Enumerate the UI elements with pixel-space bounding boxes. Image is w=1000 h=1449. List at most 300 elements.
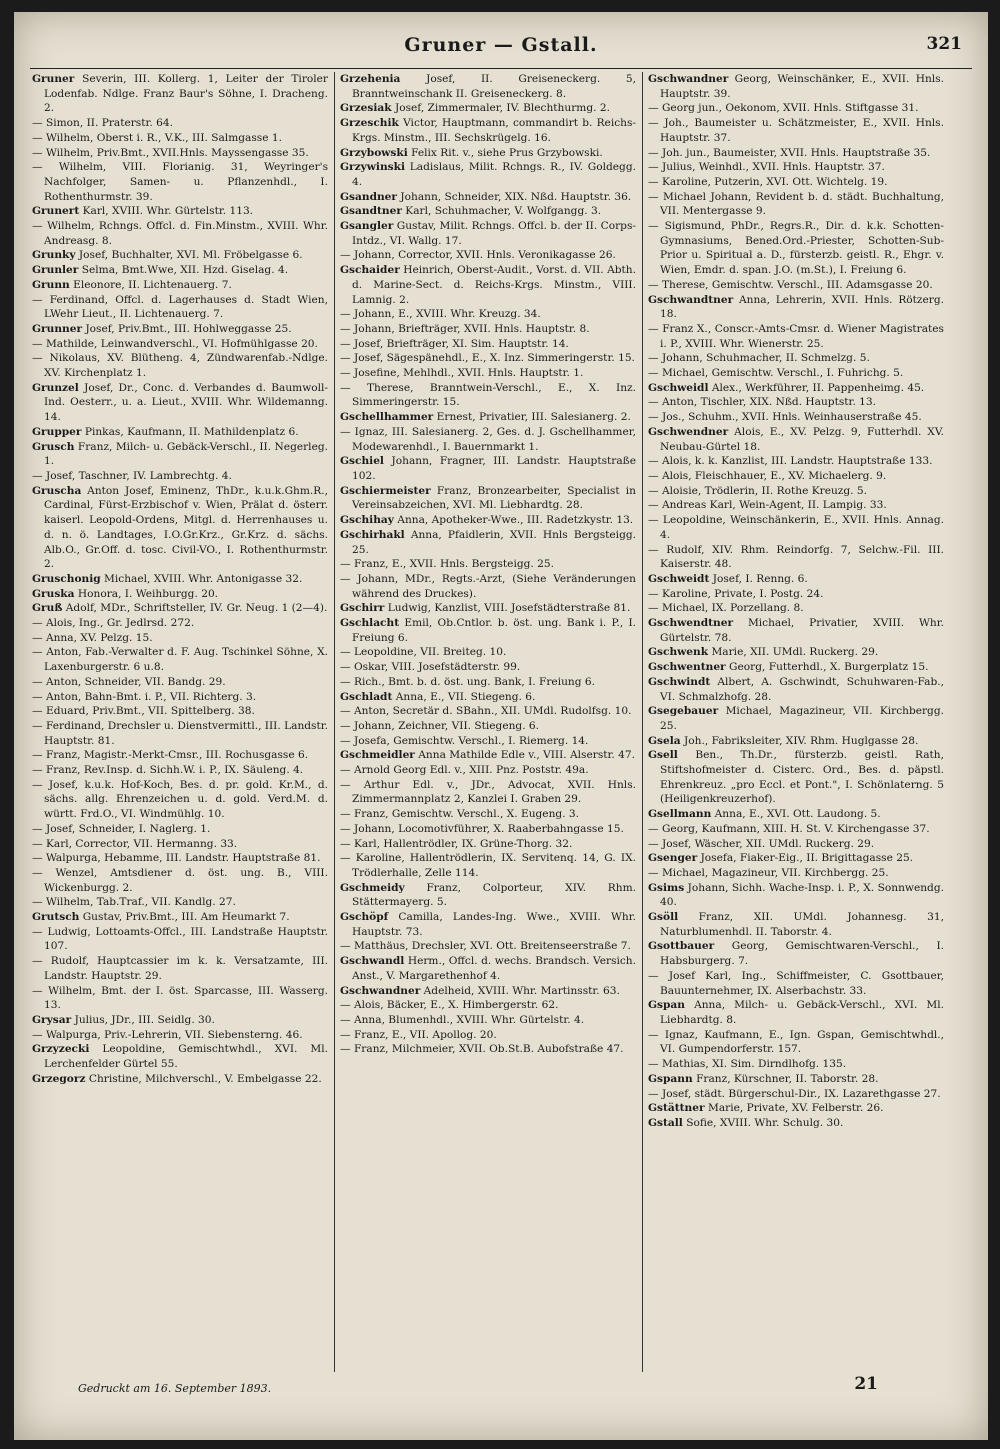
entry-surname: Grunler: [32, 264, 79, 277]
directory-entry: [340, 160, 636, 189]
entry-details: — Joh., Baumeister u. Schätzmeister, E., XVII. Hnls. Hauptstr. 37.: [648, 117, 944, 144]
directory-entry: [648, 601, 944, 616]
entry-details: Camilla, Landes-Ing. Wwe., XVIII. Whr. Hauptstr. 73.: [352, 911, 636, 938]
entry-details: — Oskar, VIII. Josefstädterstr. 99.: [340, 661, 521, 674]
directory-entry: [648, 837, 944, 852]
directory-entry: [32, 381, 328, 425]
entry-details: Johann, Sichh. Wache-Insp. i. P., X. Sonnwendg. 40.: [660, 881, 944, 909]
entry-surname: Gsenger: [648, 852, 698, 865]
directory-entry: [648, 146, 944, 161]
entry-details: — Michael, IX. Porzellang. 8.: [648, 602, 804, 615]
entry-details: — Joh. jun., Baumeister, XVII. Hnls. Hauptstraße 35.: [648, 146, 931, 159]
entry-details: — Nikolaus, XV. Blütheng. 4, Zündwarenfab.-Ndlge. XV. Kirchenplatz 1.: [32, 352, 328, 380]
entry-surname: Gschwindt: [648, 675, 711, 688]
directory-entry: [340, 807, 636, 822]
entry-details: — Josefa, Gemischtw. Verschl., I. Riemerg. 14.: [340, 734, 589, 747]
entry-surname: Gschwenk: [648, 646, 709, 659]
directory-entry: [648, 278, 944, 293]
entry-details: Honora, I. Weihburgg. 20.: [77, 587, 219, 600]
column-1: [32, 72, 328, 1390]
header-rule: [30, 68, 972, 69]
entry-details: — Rich., Bmt. b. d. öst. ung. Bank, I. Freiung 6.: [340, 675, 595, 688]
entry-surname: Grunky: [32, 249, 76, 262]
directory-entry: [648, 293, 944, 322]
entry-details: Michael, XVIII. Whr. Antonigasse 32.: [104, 572, 303, 585]
directory-entry: [32, 1042, 328, 1071]
entry-details: — Josef, Taschner, IV. Lambrechtg. 4.: [32, 469, 232, 482]
entry-details: — Franz, Magistr.-Merkt-Cmsr., III. Rochusgasse 6.: [32, 749, 309, 762]
entry-details: Georg, Gemischtwaren-Verschl., I. Habsburgerg. 7.: [660, 940, 944, 968]
entry-surname: Gsell: [648, 749, 678, 762]
directory-entry: [340, 557, 636, 572]
entry-surname: Gspan: [648, 999, 685, 1012]
directory-entry: [32, 484, 328, 572]
entry-details: — Alois, Bäcker, E., X. Himbergerstr. 62.: [340, 999, 559, 1012]
entry-details: Adolf, MDr., Schriftsteller, IV. Gr. Neug. 1 (2—4).: [65, 602, 328, 615]
directory-entry: [340, 734, 636, 749]
directory-entry: [32, 1028, 328, 1043]
entry-details: Ludwig, Kanzlist, VIII. Josefstädterstraße 81.: [387, 602, 631, 615]
directory-entry: [32, 778, 328, 822]
entry-surname: Gsangler: [340, 220, 394, 233]
entry-details: Ben., Th.Dr., fürsterzb. geistl. Rath, Stiftshofmeister d. Cisterc. Ord., Bes. d. päpstl. Ehrenkreuz. „pro Eccl. et Pont.", I. Schönlaterng. 5 (Heiligenkreuzerhof).: [660, 749, 944, 806]
directory-entry: [340, 690, 636, 705]
directory-entry: [648, 645, 944, 660]
entry-surname: Grzesiak: [340, 102, 392, 115]
entry-surname: Gruß: [32, 602, 63, 615]
entry-details: Albert, A. Gschwindt, Schuhwaren-Fab., VI. Schmalzhofg. 28.: [660, 675, 944, 703]
directory-entry: [340, 1042, 636, 1057]
entry-details: — Georg jun., Oekonom, XVII. Hnls. Stiftgasse 31.: [648, 102, 919, 115]
entry-details: Anton Josef, Eminenz, ThDr., k.u.k.Ghm.R., Cardinal, Fürst-Erzbischof v. Wien, Prälat d. österr. kaiserl. Leopold-Ordens, Mitgl. d. Herrenhauses u. d. n. ö. Landtages, I.O.Gr.Krz., Gr.Krz. d. sächs. Alb.O., Gr.Off. d. tosc. Civil-VO., I. Rothenthurmstr. 2.: [44, 484, 328, 571]
directory-entry: [648, 1057, 944, 1072]
directory-entry: [32, 219, 328, 248]
entry-details: Josef, II. Greiseneckerg. 5, Branntweinschank II. Greiseneckerg. 8.: [352, 73, 636, 100]
entry-surname: Gschihay: [340, 514, 394, 527]
directory-entry: [32, 1072, 328, 1087]
entry-surname: Grzeschik: [340, 117, 399, 130]
entry-details: — Johann, Briefträger, XVII. Hnls. Hauptstr. 8.: [340, 322, 590, 335]
directory-entry: [32, 601, 328, 616]
directory-entry: [340, 410, 636, 425]
directory-entry: [340, 263, 636, 307]
entry-details: Franz, Milch- u. Gebäck-Verschl., II. Negerleg. 1.: [44, 440, 328, 468]
directory-entry: [32, 763, 328, 778]
directory-entry: [340, 72, 636, 101]
entry-surname: Gschwendner: [648, 425, 729, 438]
entry-surname: Gsandner: [340, 190, 398, 203]
entry-surname: Gschaider: [340, 264, 400, 277]
entry-surname: Gsottbauer: [648, 940, 715, 953]
directory-entry: [32, 278, 328, 293]
directory-entry: [340, 528, 636, 557]
entry-details: Ernest, Privatier, III. Salesianerg. 2.: [436, 411, 631, 424]
entry-surname: Gschellhammer: [340, 411, 434, 424]
directory-entry: [648, 572, 944, 587]
directory-entry: [32, 954, 328, 983]
directory-entry: [340, 1028, 636, 1043]
directory-entry: [32, 748, 328, 763]
directory-entry: [648, 587, 944, 602]
directory-entry: [32, 866, 328, 895]
entry-details: Christine, Milchverschl., V. Embelgasse 22.: [88, 1072, 322, 1085]
entry-details: — Franz, E., XVII. Hnls. Bergsteigg. 25.: [340, 558, 554, 571]
entry-details: — Wilhelm, Oberst i. R., V.K., III. Salmgasse 1.: [32, 131, 282, 144]
entry-surname: Gstall: [648, 1116, 683, 1129]
directory-entry: [648, 851, 944, 866]
entry-details: — Matthäus, Drechsler, XVI. Ott. Breitenseerstraße 7.: [340, 940, 631, 953]
entry-details: — Andreas Karl, Wein-Agent, II. Lampig. 33.: [648, 499, 887, 512]
entry-details: Anna Mathilde Edle v., VIII. Alserstr. 47.: [418, 749, 635, 762]
directory-entry: [32, 72, 328, 116]
entry-details: — Michael, Magazineur, VII. Kirchbergg. 25.: [648, 866, 889, 879]
directory-entry: [32, 822, 328, 837]
directory-entry: [32, 704, 328, 719]
entry-details: Selma, Bmt.Wwe, XII. Hzd. Giselag. 4.: [81, 264, 289, 277]
entry-surname: Gschmeidy: [340, 881, 405, 894]
directory-entry: [648, 1072, 944, 1087]
directory-entry: [340, 572, 636, 601]
directory-entry: [648, 910, 944, 939]
directory-entry: [32, 469, 328, 484]
page-number: 321: [926, 34, 962, 54]
directory-entry: [340, 601, 636, 616]
directory-entry: [340, 219, 636, 248]
entry-details: Victor, Hauptmann, commandirt b. Reichs-Krgs. Minstm., III. Sechskrügelg. 16.: [352, 117, 636, 144]
entry-details: — Wilhelm, Rchngs. Offcl. d. Fin.Minstm., XVIII. Whr. Andreasg. 8.: [32, 220, 328, 247]
directory-entry: [648, 410, 944, 425]
directory-entry: [32, 351, 328, 380]
entry-details: Leopoldine, Gemischtwhdl., XVI. Ml. Lerchenfelder Gürtel 55.: [44, 1043, 328, 1071]
entry-surname: Grzyzecki: [32, 1043, 90, 1056]
directory-entry: [32, 131, 328, 146]
entry-details: — Josef Karl, Ing., Schiffmeister, C. Gsottbauer, Bauunternehmer, IX. Alserbachstr. 33.: [648, 969, 944, 997]
entry-details: Karl, Schuhmacher, V. Wolfgangg. 3.: [405, 205, 602, 218]
directory-entry: [32, 337, 328, 352]
directory-entry: [340, 307, 636, 322]
directory-entry: [648, 469, 944, 484]
directory-entry: [648, 1101, 944, 1116]
entry-details: Josef, Priv.Bmt., III. Hohlweggasse 25.: [85, 322, 292, 335]
entry-details: Anna, E., XVI. Ott. Laudong. 5.: [714, 808, 881, 821]
entry-details: — Karoline, Private, I. Postg. 24.: [648, 587, 824, 600]
entry-details: — Ferdinand, Offcl. d. Lagerhauses d. Stadt Wien, LWehr Lieut., II. Lichtenauerg. 7.: [32, 293, 328, 321]
entry-details: Josefa, Fiaker-Eig., II. Brigittagasse 25.: [700, 852, 914, 865]
entry-surname: Gsegebauer: [648, 705, 719, 718]
entry-details: — Josef, städt. Bürgerschul-Dir., IX. Lazarethgasse 27.: [648, 1087, 941, 1100]
entry-details: — Franz X., Conscr.-Amts-Cmsr. d. Wiener Magistrates i. P., XVIII. Whr. Wienerstr. 25.: [648, 322, 944, 350]
entry-details: — Johann, Corrector, XVII. Hnls. Veronikagasse 26.: [340, 249, 616, 262]
directory-entry: [340, 822, 636, 837]
entry-details: Anna, Apotheker-Wwe., III. Radetzkystr. 13.: [397, 514, 634, 527]
entry-details: Josef, Buchhalter, XVI. Ml. Fröbelgasse 6.: [78, 249, 303, 262]
entry-details: Marie, XII. UMdl. Ruckerg. 29.: [711, 646, 879, 659]
signature-mark: 21: [854, 1374, 878, 1394]
entry-details: Gustav, Priv.Bmt., III. Am Heumarkt 7.: [82, 911, 290, 924]
entry-details: Johann, Fragner, III. Landstr. Hauptstraße 102.: [352, 455, 636, 482]
entry-surname: Gschwandtner: [648, 293, 734, 306]
directory-entry: [340, 101, 636, 116]
directory-entry: [32, 425, 328, 440]
entry-details: — Anton, Schneider, VII. Bandg. 29.: [32, 675, 226, 688]
directory-entry: [32, 675, 328, 690]
directory-entry: [32, 895, 328, 910]
column-divider: [642, 72, 643, 1372]
directory-entry: [32, 984, 328, 1013]
entry-details: — Josef, Wäscher, XII. UMdl. Ruckerg. 29.: [648, 837, 875, 850]
directory-entry: [340, 425, 636, 454]
entry-details: — Rudolf, Hauptcassier im k. k. Versatzamte, III. Landstr. Hauptstr. 29.: [32, 955, 328, 982]
entry-surname: Grunzel: [32, 381, 79, 394]
directory-entry: [340, 337, 636, 352]
directory-entry: [32, 263, 328, 278]
entry-surname: Gruschonig: [32, 572, 101, 585]
entry-details: Felix Rit. v., siehe Prus Grzybowski.: [411, 146, 603, 159]
entry-details: — Ignaz, Kaufmann, E., Ign. Gspan, Gemischtwhdl., VI. Gumpendorferstr. 157.: [648, 1028, 944, 1056]
entry-details: Alois, E., XV. Pelzg. 9, Futterhdl. XV. Neubau-Gürtel 18.: [660, 425, 944, 453]
entry-details: Joh., Fabriksleiter, XIV. Rhm. Huglgasse 28.: [684, 734, 919, 747]
entry-details: — Leopoldine, Weinschänkerin, E., XVII. Hnls. Annag. 4.: [648, 514, 944, 541]
entry-details: — Arnold Georg Edl. v., XIII. Pnz. Poststr. 49a.: [340, 764, 589, 777]
entry-surname: Grzegorz: [32, 1072, 86, 1085]
entry-details: — Mathilde, Leinwandverschl., VI. Hofmühlgasse 20.: [32, 337, 318, 350]
entry-details: — Anna, XV. Pelzg. 15.: [32, 631, 153, 644]
directory-entry: [648, 734, 944, 749]
directory-entry: [32, 146, 328, 161]
directory-entry: [648, 322, 944, 351]
entry-details: — Jos., Schuhm., XVII. Hnls. Weinhauserstraße 45.: [648, 411, 922, 424]
directory-entry: [340, 204, 636, 219]
directory-entry: [340, 881, 636, 910]
entry-surname: Grunn: [32, 278, 70, 291]
entry-details: — Franz, E., VII. Apollog. 20.: [340, 1028, 497, 1041]
entry-details: Ladislaus, Milit. Rchngs. R., IV. Goldegg. 4.: [352, 161, 636, 188]
entry-details: — Josef, Briefträger, XI. Sim. Hauptstr. 14.: [340, 337, 569, 350]
entry-details: — Michael Johann, Revident b. d. städt. Buchhaltung, VII. Mentergasse 9.: [648, 190, 944, 218]
directory-entry: [32, 910, 328, 925]
entry-details: Johann, Schneider, XIX. Nßd. Hauptstr. 36.: [400, 190, 632, 203]
print-date: Gedruckt am 16. September 1893.: [78, 1382, 272, 1395]
directory-entry: [32, 616, 328, 631]
entry-details: — Eduard, Priv.Bmt., VII. Spittelberg. 38.: [32, 705, 255, 718]
entry-details: — Simon, II. Praterstr. 64.: [32, 117, 173, 130]
directory-entry: [32, 587, 328, 602]
entry-surname: Gschiel: [340, 455, 384, 468]
entry-surname: Gschladt: [340, 690, 393, 703]
entry-surname: Gschweidl: [648, 381, 709, 394]
directory-entry: [340, 1013, 636, 1028]
directory-entry: [32, 322, 328, 337]
directory-entry: [32, 572, 328, 587]
directory-entry: [32, 690, 328, 705]
entry-surname: Gschirr: [340, 602, 385, 615]
directory-entry: [340, 381, 636, 410]
entry-details: — Wilhelm, Tab.Traf., VII. Kandlg. 27.: [32, 896, 236, 909]
directory-entry: [648, 395, 944, 410]
entry-details: — Julius, Weinhdl., XVII. Hnls. Hauptstr. 37.: [648, 161, 885, 174]
entry-details: — Johann, E., XVIII. Whr. Kreuzg. 34.: [340, 308, 541, 321]
entry-details: — Arthur Edl. v., JDr., Advocat, XVII. Hnls. Zimmermannplatz 2, Kanzlei I. Graben 29.: [340, 778, 636, 806]
entry-details: — Johann, Zeichner, VII. Stiegeng. 6.: [340, 719, 540, 732]
directory-entry: [648, 660, 944, 675]
directory-entry: [340, 660, 636, 675]
directory-entry: [648, 425, 944, 454]
entry-surname: Grunert: [32, 205, 80, 218]
entry-details: Anna, Milch- u. Gebäck-Verschl., XVI. Ml. Liebhardtg. 8.: [660, 999, 944, 1026]
column-2: [340, 72, 636, 1390]
entry-surname: Gsims: [648, 881, 685, 894]
directory-entry: [648, 366, 944, 381]
entry-details: — Aloisie, Trödlerin, II. Rothe Kreuzg. 5.: [648, 484, 868, 497]
entry-surname: Gschwandner: [340, 984, 421, 997]
column-3: [648, 72, 944, 1390]
entry-details: — Walpurga, Priv.-Lehrerin, VII. Siebensterng. 46.: [32, 1028, 303, 1041]
entry-details: Julius, JDr., III. Seidlg. 30.: [74, 1014, 215, 1026]
entry-details: Anna, E., VII. Stiegeng. 6.: [395, 690, 536, 703]
directory-entry: [648, 160, 944, 175]
entry-details: — Therese, Branntwein-Verschl., E., X. Inz. Simmeringerstr. 15.: [340, 381, 636, 409]
directory-entry: [340, 248, 636, 263]
entry-details: Josef, Dr., Conc. d. Verbandes d. Baumwoll-Ind. Oesterr., u. a. Lieut., XVIII. Whr. Wildemanng. 14.: [44, 381, 328, 424]
directory-entry: [648, 748, 944, 807]
directory-entry: [340, 513, 636, 528]
entry-details: — Anton, Tischler, XIX. Nßd. Hauptstr. 13.: [648, 396, 877, 409]
directory-entry: [32, 204, 328, 219]
column-divider: [334, 72, 335, 1372]
directory-entry: [32, 293, 328, 322]
directory-entry: [340, 851, 636, 880]
directory-entry: [32, 248, 328, 263]
running-head: Gruner — Gstall.: [404, 34, 598, 56]
directory-entry: [648, 116, 944, 145]
directory-entry: [340, 939, 636, 954]
entry-details: — Therese, Gemischtw. Verschl., III. Adamsgasse 20.: [648, 278, 933, 291]
directory-entry: [340, 763, 636, 778]
entry-details: Josef, I. Renng. 6.: [712, 572, 808, 585]
entry-surname: Gschmeidler: [340, 749, 415, 762]
directory-entry: [340, 954, 636, 983]
entry-surname: Gschwandl: [340, 955, 405, 968]
entry-surname: Gschirhakl: [340, 528, 405, 541]
entry-details: Franz, XII. UMdl. Johannesg. 31, Naturblumenhdl. II. Taborstr. 4.: [660, 911, 944, 938]
entry-details: — Rudolf, XIV. Rhm. Reindorfg. 7, Selchw.-Fil. III. Kaiserstr. 48.: [648, 543, 944, 571]
entry-details: — Karl, Hallentrödler, IX. Grüne-Thorg. 32.: [340, 837, 573, 850]
entry-details: — Ferdinand, Drechsler u. Dienstvermittl., III. Landstr. Hauptstr. 81.: [32, 719, 328, 747]
entry-surname: Gruner: [32, 73, 75, 85]
directory-entry: [648, 484, 944, 499]
directory-entry: [340, 146, 636, 161]
entry-details: Severin, III. Kollerg. 1, Leiter der Tiroler Lodenfab. Ndlge. Franz Baur's Söhne, I. Dracheng. 2.: [44, 73, 328, 115]
entry-surname: Gsandtner: [340, 205, 402, 218]
directory-entry: [648, 498, 944, 513]
directory-entry: [340, 616, 636, 645]
entry-details: Gustav, Milit. Rchngs. Offcl. b. der II. Corps-Intdz., VI. Wallg. 17.: [352, 220, 636, 247]
entry-surname: Grutsch: [32, 911, 80, 924]
page-header: [14, 34, 988, 64]
entry-details: — Alois, Ing., Gr. Jedlrsd. 272.: [32, 617, 195, 630]
directory-entry: [32, 440, 328, 469]
entry-details: — Alois, k. k. Kanzlist, III. Landstr. Hauptstraße 133.: [648, 455, 933, 468]
entry-details: Michael, Privatier, XVIII. Whr. Gürtelstr. 78.: [660, 617, 944, 644]
directory-entry: [340, 675, 636, 690]
entry-details: — Karoline, Putzerin, XVI. Ott. Wichtelg. 19.: [648, 175, 888, 188]
entry-details: Karl, XVIII. Whr. Gürtelstr. 113.: [82, 205, 254, 218]
entry-details: Franz, Bronzearbeiter, Specialist in Vereinsabzeichen, XVI. Ml. Liebhardtg. 28.: [352, 484, 636, 512]
entry-details: Michael, Magazineur, VII. Kirchbergg. 25.: [660, 705, 944, 732]
directory-entry: [32, 1013, 328, 1028]
entry-details: — Alois, Fleischhauer, E., XV. Michaelerg. 9.: [648, 469, 887, 482]
entry-surname: Gschlacht: [340, 617, 400, 630]
directory-entry: [340, 454, 636, 483]
entry-surname: Gsela: [648, 734, 681, 747]
entry-details: — Karl, Corrector, VII. Hermanng. 33.: [32, 837, 238, 850]
directory-entry: [340, 322, 636, 337]
directory-entry: [32, 837, 328, 852]
entry-details: — Josef, Schneider, I. Naglerg. 1.: [32, 822, 211, 835]
directory-entry: [648, 616, 944, 645]
entry-details: — Franz, Milchmeier, XVII. Ob.St.B. Aubofstraße 47.: [340, 1043, 624, 1056]
directory-entry: [648, 866, 944, 881]
entry-details: Marie, Private, XV. Felberstr. 26.: [707, 1102, 884, 1115]
entry-details: — Anton, Fab.-Verwalter d. F. Aug. Tschinkel Söhne, X. Laxenburgerstr. 6 u.8.: [32, 646, 328, 674]
entry-details: — Leopoldine, VII. Breiteg. 10.: [340, 646, 507, 659]
entry-surname: Gsöll: [648, 911, 679, 924]
entry-details: Anna, Pfaidlerin, XVII. Hnls Bergsteigg. 25.: [352, 528, 636, 556]
entry-details: — Johann, Schuhmacher, II. Schmelzg. 5.: [648, 352, 870, 365]
directory-entry: [340, 984, 636, 999]
directory-entry: [648, 190, 944, 219]
directory-entry: [340, 719, 636, 734]
directory-entry: [340, 116, 636, 145]
entry-details: — Sigismund, PhDr., Regrs.R., Dir. d. k.k. Schotten-Gymnasiums, Bened.Ord.-Priester, Schotten-Sub-Prior u. Spiritual a. D., fürsterzb. geistl. R., Ehgr. v. Wien, Emdr. d. span. J.O. (m.St.), I. Freiung 6.: [648, 220, 944, 277]
entry-surname: Gschwandner: [648, 73, 729, 85]
entry-details: — Anton, Bahn-Bmt. i. P., VII. Richterg. 3.: [32, 690, 257, 703]
entry-details: — Johann, Locomotivführer, X. Raaberbahngasse 15.: [340, 822, 624, 835]
entry-details: — Anton, Secretär d. SBahn., XII. UMdl. Rudolfsg. 10.: [340, 705, 632, 718]
directory-entry: [648, 675, 944, 704]
entry-surname: Gruscha: [32, 484, 82, 497]
entry-surname: Grzehenia: [340, 73, 401, 85]
entry-details: Anna, Lehrerin, XVII. Hnls. Rötzerg. 18.: [660, 293, 944, 321]
entry-surname: Gstättner: [648, 1102, 705, 1115]
directory-entry: [648, 704, 944, 733]
directory-entry: [32, 631, 328, 646]
directory-entry: [648, 1116, 944, 1131]
entry-details: Franz, Colporteur, XIV. Rhm. Stättermayerg. 5.: [352, 881, 636, 909]
directory-entry: [32, 851, 328, 866]
directory-entry: [340, 704, 636, 719]
entry-details: — Franz, Rev.Insp. d. Sichh.W. i. P., IX. Säuleng. 4.: [32, 764, 304, 777]
entry-surname: Gschwendtner: [648, 617, 734, 630]
directory-entry: [32, 160, 328, 204]
entry-details: — Wilhelm, Priv.Bmt., XVII.Hnls. Mayssengasse 35.: [32, 146, 309, 159]
entry-details: Heinrich, Oberst-Audit., Vorst. d. VII. Abth. d. Marine-Sect. d. Reichs-Krgs. Minstm., VIII. Lamnig. 2.: [352, 264, 636, 306]
entry-details: Sofie, XVIII. Whr. Schulg. 30.: [686, 1116, 844, 1129]
directory-entry: [32, 719, 328, 748]
directory-entry: [340, 837, 636, 852]
directory-entry: [648, 998, 944, 1027]
entry-details: Pinkas, Kaufmann, II. Mathildenplatz 6.: [84, 425, 299, 438]
entry-details: — Josef, Sägespänehdl., E., X. Inz. Simmeringerstr. 15.: [340, 352, 635, 365]
entry-details: — Karoline, Hallentrödlerin, IX. Servitenq. 14, G. IX. Trödlerhalle, Zelle 114.: [340, 852, 636, 879]
directory-entry: [340, 645, 636, 660]
directory-entry: [340, 778, 636, 807]
directory-entry: [648, 219, 944, 278]
entry-surname: Grzybowski: [340, 146, 408, 159]
entry-details: Franz, Kürschner, II. Taborstr. 28.: [696, 1072, 879, 1085]
directory-entry: [648, 454, 944, 469]
directory-entry: [648, 822, 944, 837]
